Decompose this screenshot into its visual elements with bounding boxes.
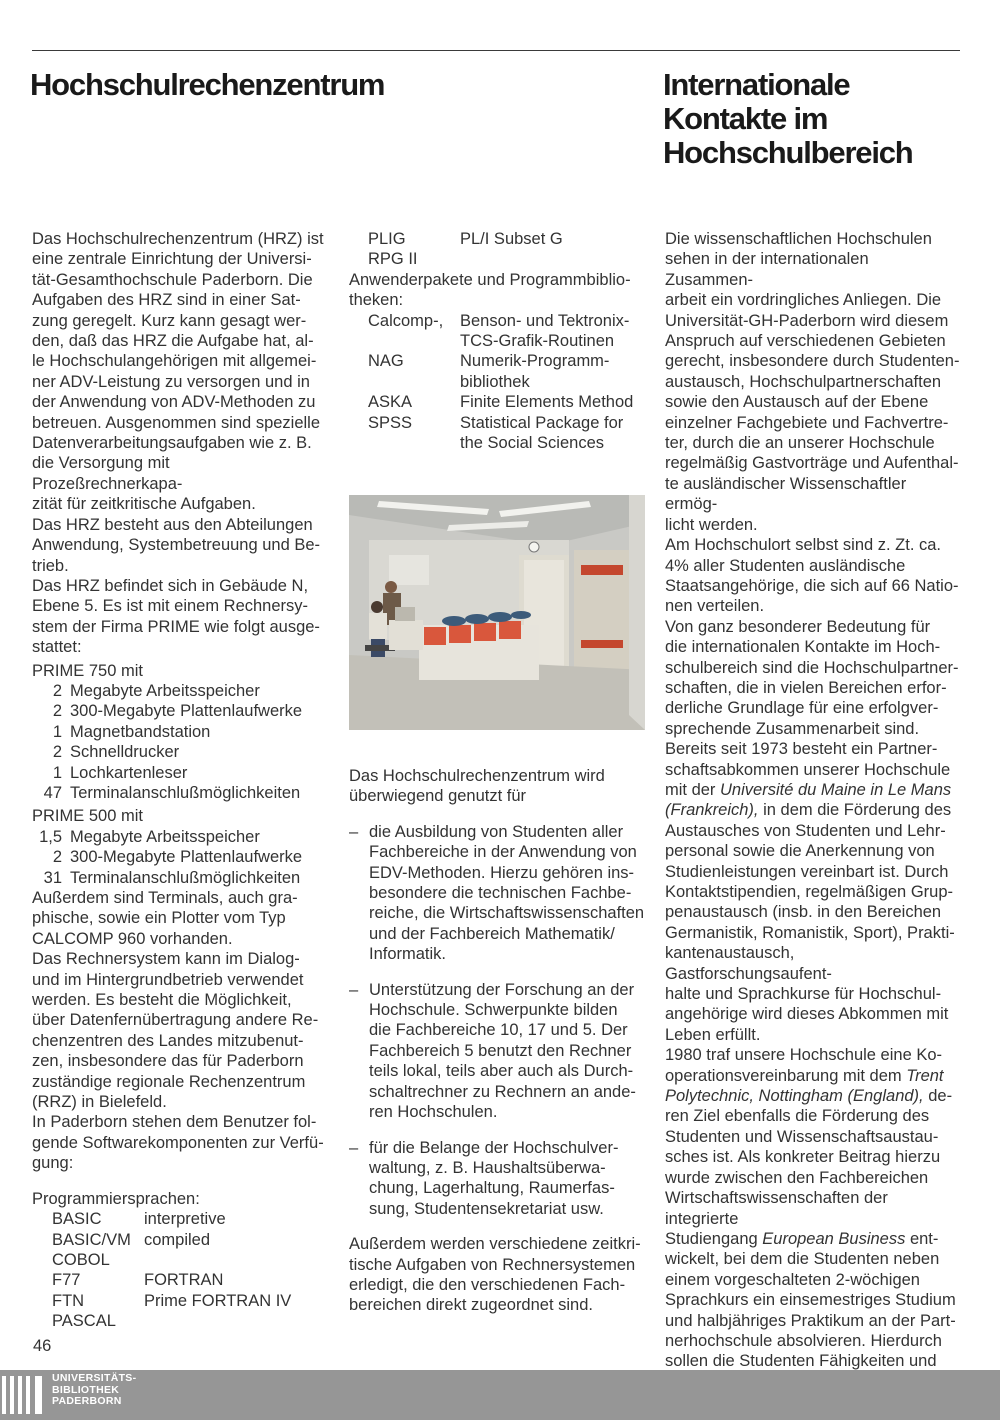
spec-row — [32, 868, 324, 888]
text-line: betreuen. Ausgenommen sind spezielle — [32, 413, 321, 432]
spec-label: Megabyte Arbeitsspeicher — [70, 827, 260, 846]
package-desc-line: bibliothek — [460, 372, 530, 391]
text-line: wurde zwischen den Fachbereichen — [665, 1168, 929, 1187]
library-footer — [0, 1370, 1000, 1420]
text-line — [665, 1086, 961, 1106]
package-desc — [460, 351, 650, 392]
text-run: operationsvereinbarung mit dem — [665, 1066, 907, 1085]
package-desc-line: Statistical Package for — [460, 413, 624, 432]
package-name: SPSS — [368, 413, 413, 432]
text-line: licht werden. — [665, 515, 758, 534]
text-line: Von ganz besonderer Bedeutung für — [665, 617, 931, 636]
text-line: die internationalen Kontakte im Hoch- — [665, 638, 941, 657]
spec-count: 2 — [52, 743, 62, 762]
spec-row — [32, 847, 324, 867]
heading-hochschulrechenzentrum: Hochschulrechenzentrum — [30, 67, 385, 102]
spec-label: Megabyte Arbeitsspeicher — [70, 681, 260, 700]
library-name-line: PADERBORN — [52, 1395, 122, 1407]
text-line: schaltrechner zu Rechnern an ande- — [369, 1082, 636, 1101]
heading-line: Hochschulbereich — [663, 135, 913, 170]
text-run: de- — [923, 1087, 953, 1106]
text-line: schaftsabkommen unserer Hochschule — [665, 760, 951, 779]
prime750-title: PRIME 750 mit — [32, 661, 143, 680]
text-line: waltung, z. B. Haushaltsüberwa- — [369, 1158, 606, 1177]
heading-line: Internationale — [663, 67, 850, 102]
text-line: trieb. — [32, 556, 69, 575]
text-line: ter, durch die an unserer Hochschule — [665, 434, 935, 453]
text-line: Aufgaben des HRZ sind in einer Sat- — [32, 291, 301, 310]
text-line: Am Hochschulort selbst sind z. Zt. ca. — [665, 536, 942, 555]
text-line: Das Hochschulrechenzentrum wird — [349, 767, 605, 785]
spec-row — [32, 681, 324, 701]
text-line: Leben erfüllt. — [665, 1025, 761, 1044]
spec-row — [32, 722, 324, 742]
text-line: sches ist. Als konkreter Beitrag hierzu — [665, 1148, 941, 1167]
package-name: NAG — [368, 352, 404, 371]
text-line: austausch, Hochschulpartnerschaften — [665, 372, 942, 391]
text-line: CALCOMP 960 vorhanden. — [32, 929, 233, 948]
closing-paragraph — [349, 1234, 645, 1316]
computer-room-photo — [349, 495, 645, 730]
language-desc: FORTRAN — [144, 1271, 224, 1290]
dash-marker: – — [349, 980, 359, 999]
text-line: te ausländischer Wissenschaftler ermög- — [665, 474, 907, 514]
text-line: gung: — [32, 1154, 74, 1173]
page-number: 46 — [33, 1337, 52, 1355]
text-line: gerecht, insbesondere durch Studenten- — [665, 352, 960, 371]
package-desc-line: the Social Sciences — [460, 434, 604, 453]
text-line: Sprachkurs ein einsemestriges Studium — [665, 1291, 956, 1310]
spec-row — [32, 763, 324, 783]
text-line: 1980 traf unsere Hochschule eine Ko- — [665, 1046, 943, 1065]
text-line: sollen die Studenten Fähigkeiten und — [665, 1352, 937, 1371]
italic-run: Trent — [906, 1066, 944, 1085]
text-line: regelmäßig Gastvorträge und Aufenthal- — [665, 454, 959, 473]
text-line: teils lokal, teils aber auch als Durch- — [369, 1062, 634, 1081]
text-line: Studenten und Wissenschaftsaustau- — [665, 1127, 939, 1146]
package-desc-line: TCS-Grafik-Routinen — [460, 332, 615, 351]
intro-paragraph — [32, 229, 324, 658]
spec-label: Terminalanschlußmöglichkeiten — [70, 783, 301, 802]
spec-label: Lochkartenleser — [70, 763, 188, 782]
text-line: reiche, die Wirtschaftswissenschaften — [369, 904, 645, 923]
text-line: für die Belange der Hochschulver- — [369, 1138, 619, 1157]
text-line: sung, Studentensekretariat usw. — [369, 1199, 604, 1218]
text-line: Bereits seit 1973 besteht ein Partner- — [665, 740, 938, 759]
prime750-list — [32, 681, 324, 803]
text-line: tät-Gesamthochschule Paderborn. Die — [32, 270, 313, 289]
text-line: zität für zeitkritische Aufgaben. — [32, 495, 256, 514]
languages-title: Programmiersprachen: — [32, 1189, 200, 1208]
text-line — [665, 1066, 961, 1086]
language-name: PASCAL — [52, 1312, 116, 1331]
package-desc-line: Benson- und Tektronix- — [460, 311, 630, 330]
text-line: bereichen direkt zugeordnet sind. — [349, 1296, 593, 1315]
text-line: Die wissenschaftlichen Hochschulen — [665, 230, 932, 248]
dash-marker: – — [349, 1138, 359, 1157]
text-line: penaustausch (insb. in den Bereichen — [665, 903, 942, 922]
text-line: 4% aller Studenten ausländische — [665, 556, 906, 575]
text-line: kantenaustausch, Gastforschungsaufent- — [665, 944, 832, 983]
text-line: eine zentrale Einrichtung der Universi- — [32, 250, 312, 269]
text-line — [665, 780, 961, 800]
text-line: Das HRZ besteht aus den Abteilungen — [32, 515, 313, 534]
text-line: arbeit ein vordringliches Anliegen. Die — [665, 291, 942, 310]
text-line: Studienleistungen vereinbart ist. Durch — [665, 862, 949, 881]
text-line: Anspruch auf verschiedenen Gebieten — [665, 332, 946, 351]
text-line: Außerdem werden verschiedene zeitkri- — [349, 1235, 641, 1254]
language-desc: compiled — [144, 1230, 211, 1249]
text-line: Universität-GH-Paderborn wird diesem — [665, 311, 949, 330]
text-line: halte und Sprachkurse für Hochschul- — [665, 985, 942, 1004]
spec-label: 300-Megabyte Plattenlaufwerke — [70, 702, 303, 721]
text-line: über Datenfernübertragung andere Re- — [32, 1011, 319, 1030]
column-2-lower — [349, 766, 645, 1316]
text-line: schulbereich sind die Hochschulpartner- — [665, 658, 959, 677]
package-name: Calcomp-, — [368, 311, 444, 330]
text-line: sehen in der internationalen Zusammen- — [665, 250, 869, 289]
text-run: Studiengang — [665, 1229, 763, 1248]
text-line: die Fachbereiche 10, 17 und 5. Der — [369, 1021, 628, 1040]
language-desc — [144, 1250, 324, 1270]
text-line: werden. Es besteht die Möglichkeit, — [32, 991, 292, 1010]
text-line: nerhochschule absolvieren. Hierdurch — [665, 1331, 942, 1350]
text-line: sowie den Austausch auf der Ebene — [665, 393, 929, 412]
spec-count: 31 — [43, 868, 62, 887]
text-line: Das HRZ befindet sich in Gebäude N, — [32, 576, 309, 595]
usage-list-item — [349, 1138, 645, 1220]
text-line: chenzentren des Landes mitzubenut- — [32, 1031, 304, 1050]
text-line: wickelt, bei dem die Studenten neben — [665, 1250, 940, 1269]
spec-count: 2 — [52, 848, 62, 867]
spec-row — [32, 827, 324, 847]
text-line: die Ausbildung von Studenten aller — [369, 822, 624, 841]
text-line: und halbjähriges Praktikum an der Part- — [665, 1311, 956, 1330]
language-name: F77 — [52, 1271, 81, 1290]
spec-count: 2 — [52, 702, 62, 721]
text-line: EDV-Methoden. Hierzu gehören ins- — [369, 863, 635, 882]
text-line: chung, Lagerhaltung, Raumerfas- — [369, 1179, 615, 1198]
text-line: personal sowie die Anerkennung von — [665, 842, 935, 861]
text-line — [665, 800, 961, 820]
prime500-title: PRIME 500 mit — [32, 807, 143, 826]
prime500-list — [32, 827, 324, 888]
text-line: nen verteilen. — [665, 597, 765, 616]
text-line: zen, insbesondere das für Paderborn — [32, 1052, 304, 1071]
language-desc: Prime FORTRAN IV — [144, 1291, 292, 1310]
outro-paragraph — [32, 888, 324, 1174]
language-name: BASIC — [52, 1210, 102, 1229]
spec-label: Magnetbandstation — [70, 722, 211, 741]
packages-title — [349, 270, 645, 311]
library-name — [52, 1373, 136, 1408]
photo-illustration — [349, 495, 645, 730]
text-line: phische, sowie ein Plotter vom Typ — [32, 909, 286, 928]
spec-label: 300-Megabyte Plattenlaufwerke — [70, 848, 303, 867]
spec-row — [32, 742, 324, 762]
text-line: zuständige regionale Rechenzentrum — [32, 1072, 306, 1091]
library-name-line: UNIVERSITÄTS- — [52, 1372, 137, 1384]
text-line: (RRZ) in Bielefeld. — [32, 1093, 167, 1112]
languages-table-continued — [349, 229, 645, 270]
text-line: Datenverarbeitungsaufgaben wie z. B. — [32, 434, 312, 453]
text-line: erledigt, die den verschiedenen Fach- — [349, 1275, 626, 1294]
spec-label: Terminalanschlußmöglichkeiten — [70, 868, 301, 887]
usage-list-item — [349, 822, 645, 965]
spec-count: 1 — [52, 763, 62, 782]
text-line: Das Hochschulrechenzentrum (HRZ) ist — [32, 230, 324, 248]
usage-list-item — [349, 980, 645, 1123]
column-2 — [349, 229, 645, 453]
package-desc — [460, 392, 650, 412]
text-line: Außerdem sind Terminals, auch gra- — [32, 889, 298, 907]
language-desc — [460, 249, 650, 269]
column-3 — [665, 229, 961, 1392]
text-line: stattet: — [32, 638, 82, 657]
usage-intro — [349, 766, 645, 807]
text-line: le Hochschulangehörigen mit allgemei- — [32, 352, 317, 371]
text-line: ren Ziel ebenfalls die Förderung des — [665, 1107, 930, 1126]
text-line: Germanistik, Romanistik, Sport), Prakti- — [665, 923, 955, 942]
text-line: Unterstützung der Forschung an der — [369, 980, 635, 999]
text-run: ent- — [905, 1229, 939, 1248]
text-line: der Anwendung von ADV-Methoden zu — [32, 393, 316, 412]
top-rule — [32, 50, 960, 51]
text-line — [665, 1229, 961, 1249]
text-line: überwiegend genutzt für — [349, 787, 527, 806]
text-line: Staatsangehörige, die sich auf 66 Natio- — [665, 576, 959, 595]
text-line: einem vorgeschalteten 2-wöchigen — [665, 1270, 920, 1289]
language-desc: interpretive — [144, 1210, 226, 1229]
spec-count: 1,5 — [39, 827, 62, 846]
text-line: Ebene 5. Es ist mit einem Rechnersy- — [32, 597, 309, 616]
text-line: schaften, die in vielen Bereichen erfor- — [665, 678, 947, 697]
text-line: Hochschule. Schwerpunkte bilden — [369, 1001, 618, 1020]
text-line: In Paderborn stehen dem Benutzer fol- — [32, 1113, 317, 1132]
heading-internationale-kontakte — [663, 68, 913, 170]
text-line: tische Aufgaben von Rechnersystemen — [349, 1255, 636, 1274]
text-line: Anwenderpakete und Programmbiblio- — [349, 270, 631, 289]
text-line: Anwendung, Systembetreuung und Be- — [32, 536, 321, 555]
language-desc: PL/I Subset G — [460, 230, 563, 248]
text-line: theken: — [349, 291, 404, 310]
package-name: ASKA — [368, 393, 413, 412]
languages-table — [32, 1209, 324, 1331]
italic-run: Université du Maine in Le Mans — [720, 780, 952, 799]
spec-count: 47 — [43, 783, 62, 802]
language-name: BASIC/VM — [52, 1230, 131, 1249]
dash-marker: – — [349, 822, 359, 841]
packages-table — [349, 311, 645, 454]
text-line: ren Hochschulen. — [369, 1103, 498, 1122]
text-line: den, daß das HRZ die Aufgabe hat, al- — [32, 332, 314, 351]
package-desc-line: Numerik-Programm- — [460, 352, 610, 371]
text-line: angehörige wird dieses Abkommen mit — [665, 1005, 949, 1024]
spec-count: 1 — [52, 722, 62, 741]
text-run: in dem die Förderung des — [758, 801, 952, 820]
text-line: Austausches von Studenten und Lehr- — [665, 821, 946, 840]
language-desc — [144, 1311, 324, 1331]
language-name: COBOL — [52, 1250, 110, 1269]
text-line: gende Softwarekomponenten zur Verfü- — [32, 1133, 324, 1152]
spec-row — [32, 783, 324, 803]
language-name: FTN — [52, 1291, 85, 1310]
text-line: Fachbereich 5 benutzt den Rechner — [369, 1041, 632, 1060]
spec-count: 2 — [52, 681, 62, 700]
text-line: die Versorgung mit Prozeßrechnerkapa- — [32, 454, 183, 493]
package-desc — [460, 413, 650, 454]
text-line: Wirtschaftswissenschaften der integrierte — [665, 1189, 888, 1228]
library-logo-icon — [2, 1376, 44, 1414]
spec-label: Schnelldrucker — [70, 743, 180, 762]
italic-run: (Frankreich), — [665, 801, 759, 820]
package-desc — [460, 311, 650, 352]
text-line: besondere die technischen Fachbe- — [369, 884, 632, 903]
italic-run: European Business — [762, 1229, 906, 1248]
library-name-line: BIBLIOTHEK — [52, 1383, 120, 1396]
spec-row — [32, 701, 324, 721]
text-line: und der Fachbereich Mathematik/ — [369, 924, 615, 943]
text-line: derliche Grundlage für eine erfolgver- — [665, 699, 939, 718]
usage-list — [349, 822, 645, 1219]
text-line: Das Rechnersystem kann im Dialog- — [32, 950, 300, 969]
text-line: zung geregelt. Kurz kann gesagt wer- — [32, 311, 307, 330]
text-line: Kontaktstipendien, regelmäßigen Grup- — [665, 883, 953, 901]
column-1 — [32, 229, 324, 1332]
language-name: RPG II — [368, 250, 418, 269]
text-line: ner ADV-Leistung zu versorgen und in — [32, 372, 310, 391]
text-line: Informatik. — [369, 945, 447, 964]
text-line: stem der Firma PRIME wie folgt ausge- — [32, 617, 320, 636]
language-name: PLIG — [368, 230, 406, 248]
text-line: und im Hintergrundbetrieb verwendet — [32, 970, 304, 989]
italic-run: Polytechnic, Nottingham (England), — [665, 1087, 924, 1106]
package-desc-line: Finite Elements Method — [460, 393, 634, 412]
text-line: einzelner Fachgebiete und Fachvertre- — [665, 413, 949, 432]
text-line: Fachbereiche in der Anwendung von — [369, 843, 637, 862]
text-run: mit der — [665, 780, 721, 799]
text-line: sprechende Zusammenarbeit sind. — [665, 719, 920, 738]
heading-line: Kontakte im — [663, 101, 828, 136]
